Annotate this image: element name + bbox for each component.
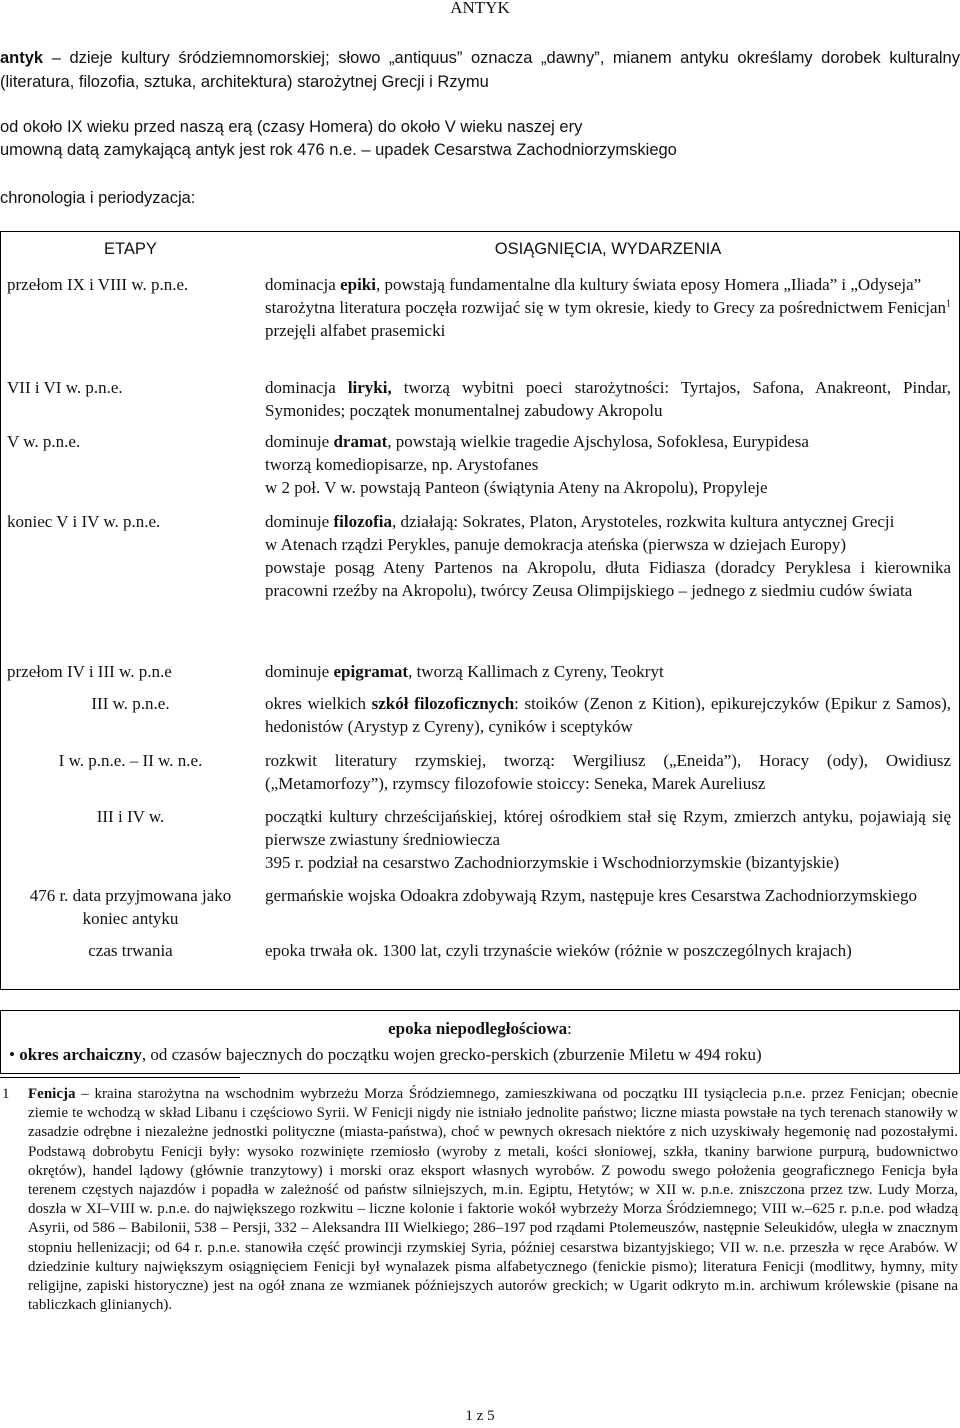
event-keyword: dramat — [333, 432, 388, 451]
event-line: epoka trwała ok. 1300 lat, czyli trzynaście wieków (różnie w poszczególnych krajach) — [265, 941, 852, 960]
stage-label: I w. p.n.e. – II w. n.e. — [58, 751, 203, 770]
stage-label: 476 r. data przyjmowana jako koniec antyku — [29, 886, 232, 928]
events-cell — [265, 510, 951, 602]
epoch-title-colon: : — [567, 1019, 572, 1038]
epoch-box — [0, 1010, 960, 1074]
events-cell — [265, 884, 951, 907]
events-cell — [265, 692, 951, 738]
footnote-body — [28, 1085, 958, 1315]
event-keyword: liryki, — [347, 378, 392, 397]
events-cell — [265, 749, 951, 795]
event-line: germańskie wojska Odoakra zdobywają Rzym, następuje kres Cesarstwa Zachodniorzymskiego — [265, 886, 917, 905]
event-line: rozkwit literatury rzymskiej, tworzą: Wergiliusz („Eneida”), Horacy (ody), Owidiusz („Metamorfozy”), rzymscy filozofowie stoiccy: Seneka, Marek Aureliusz — [265, 751, 951, 793]
event-text: dominuje — [265, 662, 334, 681]
epoch-item-term: okres archaiczny — [19, 1045, 142, 1064]
event-line: 395 r. podział na cesarstwo Zachodniorzymskie i Wschodniorzymskie (bizantyjskie) — [265, 853, 840, 872]
footnote — [0, 1085, 958, 1315]
event-text: starożytna literatura poczęła rozwijać się w tym okresie, kiedy to Grecy za pośrednictwem Fenicjan — [265, 298, 946, 317]
event-text: dominuje — [265, 432, 334, 451]
event-line: w Atenach rządzi Perykles, panuje demokracja ateńska (pierwsza w dziejach Europy) — [265, 535, 847, 554]
event-line — [265, 430, 951, 453]
event-line — [265, 296, 951, 342]
stage-label: III w. p.n.e. — [91, 694, 170, 713]
definition-text: – dzieje kultury śródziemnomorskiej; słowo „antiquus” oznacza „dawny”, mianem antyku określamy dorobek kulturalny (literatura, filozofia, sztuka, architektura) starożytnej Grecji i Rzymu — [0, 49, 960, 91]
event-line: powstaje posąg Ateny Partenos na Akropolu, dłuta Fidiasza (doradcy Peryklesa i kierownika pracowni rzeźby na Akropolu), twórcy Zeusa Olimpijskiego – jednego z siedmiu cudów świata — [265, 558, 951, 600]
epoch-item — [9, 1043, 949, 1066]
period-line-1: od około IX wieku przed naszą erą (czasy Homera) do około V wieku naszej ery — [0, 118, 583, 136]
epoch-item-text: , od czasów bajecznych do początku wojen grecko-perskich (zburzenie Miletu w 494 roku) — [141, 1045, 762, 1064]
bullet-icon: • — [9, 1045, 15, 1064]
stage-label: czas trwania — [88, 941, 173, 960]
event-text: dominacja — [265, 378, 348, 397]
event-line — [265, 273, 951, 296]
events-cell — [265, 939, 951, 962]
stages-column — [1, 232, 260, 989]
event-text: dominuje — [265, 512, 334, 531]
chronology-table — [0, 231, 960, 990]
page-number: 1 z 5 — [465, 1408, 495, 1424]
event-keyword: epigramat — [333, 662, 409, 681]
events-cell — [265, 376, 951, 422]
event-line: początki kultury chrześcijańskiej, której ośrodkiem stał się Rzym, zmierzch antyku, pojawiają się pierwsze zwiastuny średniowiecza — [265, 807, 951, 849]
event-keyword: filozofia — [333, 512, 393, 531]
footnote-separator — [0, 1077, 240, 1078]
stage-label: VII i VI w. p.n.e. — [7, 378, 123, 397]
event-line — [265, 692, 951, 738]
event-text: : stoików (Zenon z Kition), epikurejczyków (Epikur z Samos), hedonistów (Arystyp z Cyreny), cyników i sceptyków — [265, 694, 951, 736]
event-text: , działają: Sokrates, Platon, Arystoteles, rozkwita kultura antycznej Grecji — [392, 512, 895, 531]
term-antyk: antyk — [0, 49, 44, 67]
footnote-text: – kraina starożytna na wschodnim wybrzeżu Morza Śródziemnego, zamieszkiwana od początku III tysiąclecia p.n.e. przez Fenicjan; obecnie ziemie te wchodzą w skład Libanu i częściowo Syrii. W Fenicji nigdy nie istniało jednolite państwo; liczne miasta powstałe na tych terenach stanowiły w zasadzie odrębne i niezależne jednostki polityczne (miasta-państwa), choć w pewnych okresach niektóre z nich uzyskiwały hegemonię nad pozostałymi. Podstawą dobrobytu Fenicji były: wysoko rozwinięte rzemiosło (wyroby z metali, kości słoniowej, szkła, tkaniny barwione purpurą, budownictwo okrętów), handel lądowy (głównie tranzytowy) i morski oraz eksport własnych wyrobów. Z powodu swego położenia geograficznego Fenicja była terenem częstych najazdów i popadła w zależność od państw silniejszych, m.in. Egiptu, Hetytów; w XII w. p.n.e. zniszczona przez tzw. Ludy Morza, doszła w XI–VIII w. p.n.e. do największego rozkwitu – liczne kolonie i faktorie wokół wybrzeży Morza Śródziemnego; VIII w.–625 r. p.n.e. pod władzą Asyrii, od 586 – Babilonii, 538 – Persji, 332 – Aleksandra III Wielkiego; 286–197 pod rządami Ptolemeuszów, następnie Seleukidów, uległa w znacznym stopniu hellenizacji; od 64 r. p.n.e. stanowiła część prowincji rzymskiej Syria, później cesarstwa bizantyjskiego; VII w. n.e. przeszła w ręce Arabów. W dziedzinie kultury największym osiągnięciem Fenicji był wynalazek pisma alfabetycznego (fenickie pismo); literatura Fenicji (modlitwy, hymny, mity religijne, zapiski historyczne) jest na ogół znana ze wzmianek późniejszych autorów greckich; w Ugarit odkryto m.in. archiwum królewskie (pisane na tabliczkach glinianych). — [28, 1086, 958, 1314]
event-text: tworzą wybitni poeci starożytności: Tyrtajos, Safona, Anakreont, Pindar, Symonides; początek monumentalnej zabudowy Akropolu — [265, 378, 951, 420]
events-cell — [265, 273, 951, 342]
event-line: tworzą komediopisarze, np. Arystofanes — [265, 455, 539, 474]
event-keyword: szkół filozoficznych — [371, 694, 515, 713]
event-text: okres wielkich — [265, 694, 372, 713]
event-text: przejęli alfabet prasemicki — [265, 321, 446, 340]
event-line: w 2 poł. V w. powstają Panteon (świątynia Ateny na Akropolu), Propyleje — [265, 478, 768, 497]
intro-section — [0, 46, 960, 162]
stage-label: przełom IV i III w. p.n.e — [7, 662, 172, 681]
stage-label: przełom IX i VIII w. p.n.e. — [7, 275, 189, 294]
event-text: , tworzą Kallimach z Cyreny, Teokryt — [408, 662, 664, 681]
event-keyword: epiki — [340, 275, 376, 294]
epoch-title-text: epoka niepodległościowa — [388, 1019, 568, 1038]
stage-label: koniec V i IV w. p.n.e. — [7, 512, 161, 531]
footnote-term: Fenicja — [28, 1086, 76, 1102]
epoch-title — [1, 1017, 959, 1040]
event-text: , powstają fundamentalne dla kultury świata eposy Homera „Iliada” i „Odyseja” — [375, 275, 922, 294]
events-cell — [265, 805, 951, 874]
events-cell — [265, 430, 951, 499]
event-text: , powstają wielkie tragedie Ajschylosa, Sofoklesa, Eurypidesa — [387, 432, 809, 451]
event-line — [265, 660, 951, 683]
stage-label: III i IV w. — [96, 807, 165, 826]
period-line-2: umowną datą zamykającą antyk jest rok 476 n.e. – upadek Cesarstwa Zachodniorzymskiego — [0, 141, 677, 159]
stage-label: V w. p.n.e. — [7, 432, 81, 451]
stages-header: ETAPY — [104, 240, 157, 258]
footnote-ref[interactable]: 1 — [946, 298, 951, 310]
event-text: dominacja — [265, 275, 341, 294]
events-header: OSIĄGNIĘCIA, WYDARZENIA — [494, 240, 722, 258]
running-title: ANTYK — [450, 0, 510, 17]
chronology-label: chronologia i periodyzacja: — [0, 189, 196, 207]
event-line — [265, 376, 951, 422]
footnote-number: 1 — [2, 1086, 10, 1102]
definition-paragraph — [0, 46, 960, 94]
event-line — [265, 510, 951, 533]
events-cell — [265, 660, 951, 683]
